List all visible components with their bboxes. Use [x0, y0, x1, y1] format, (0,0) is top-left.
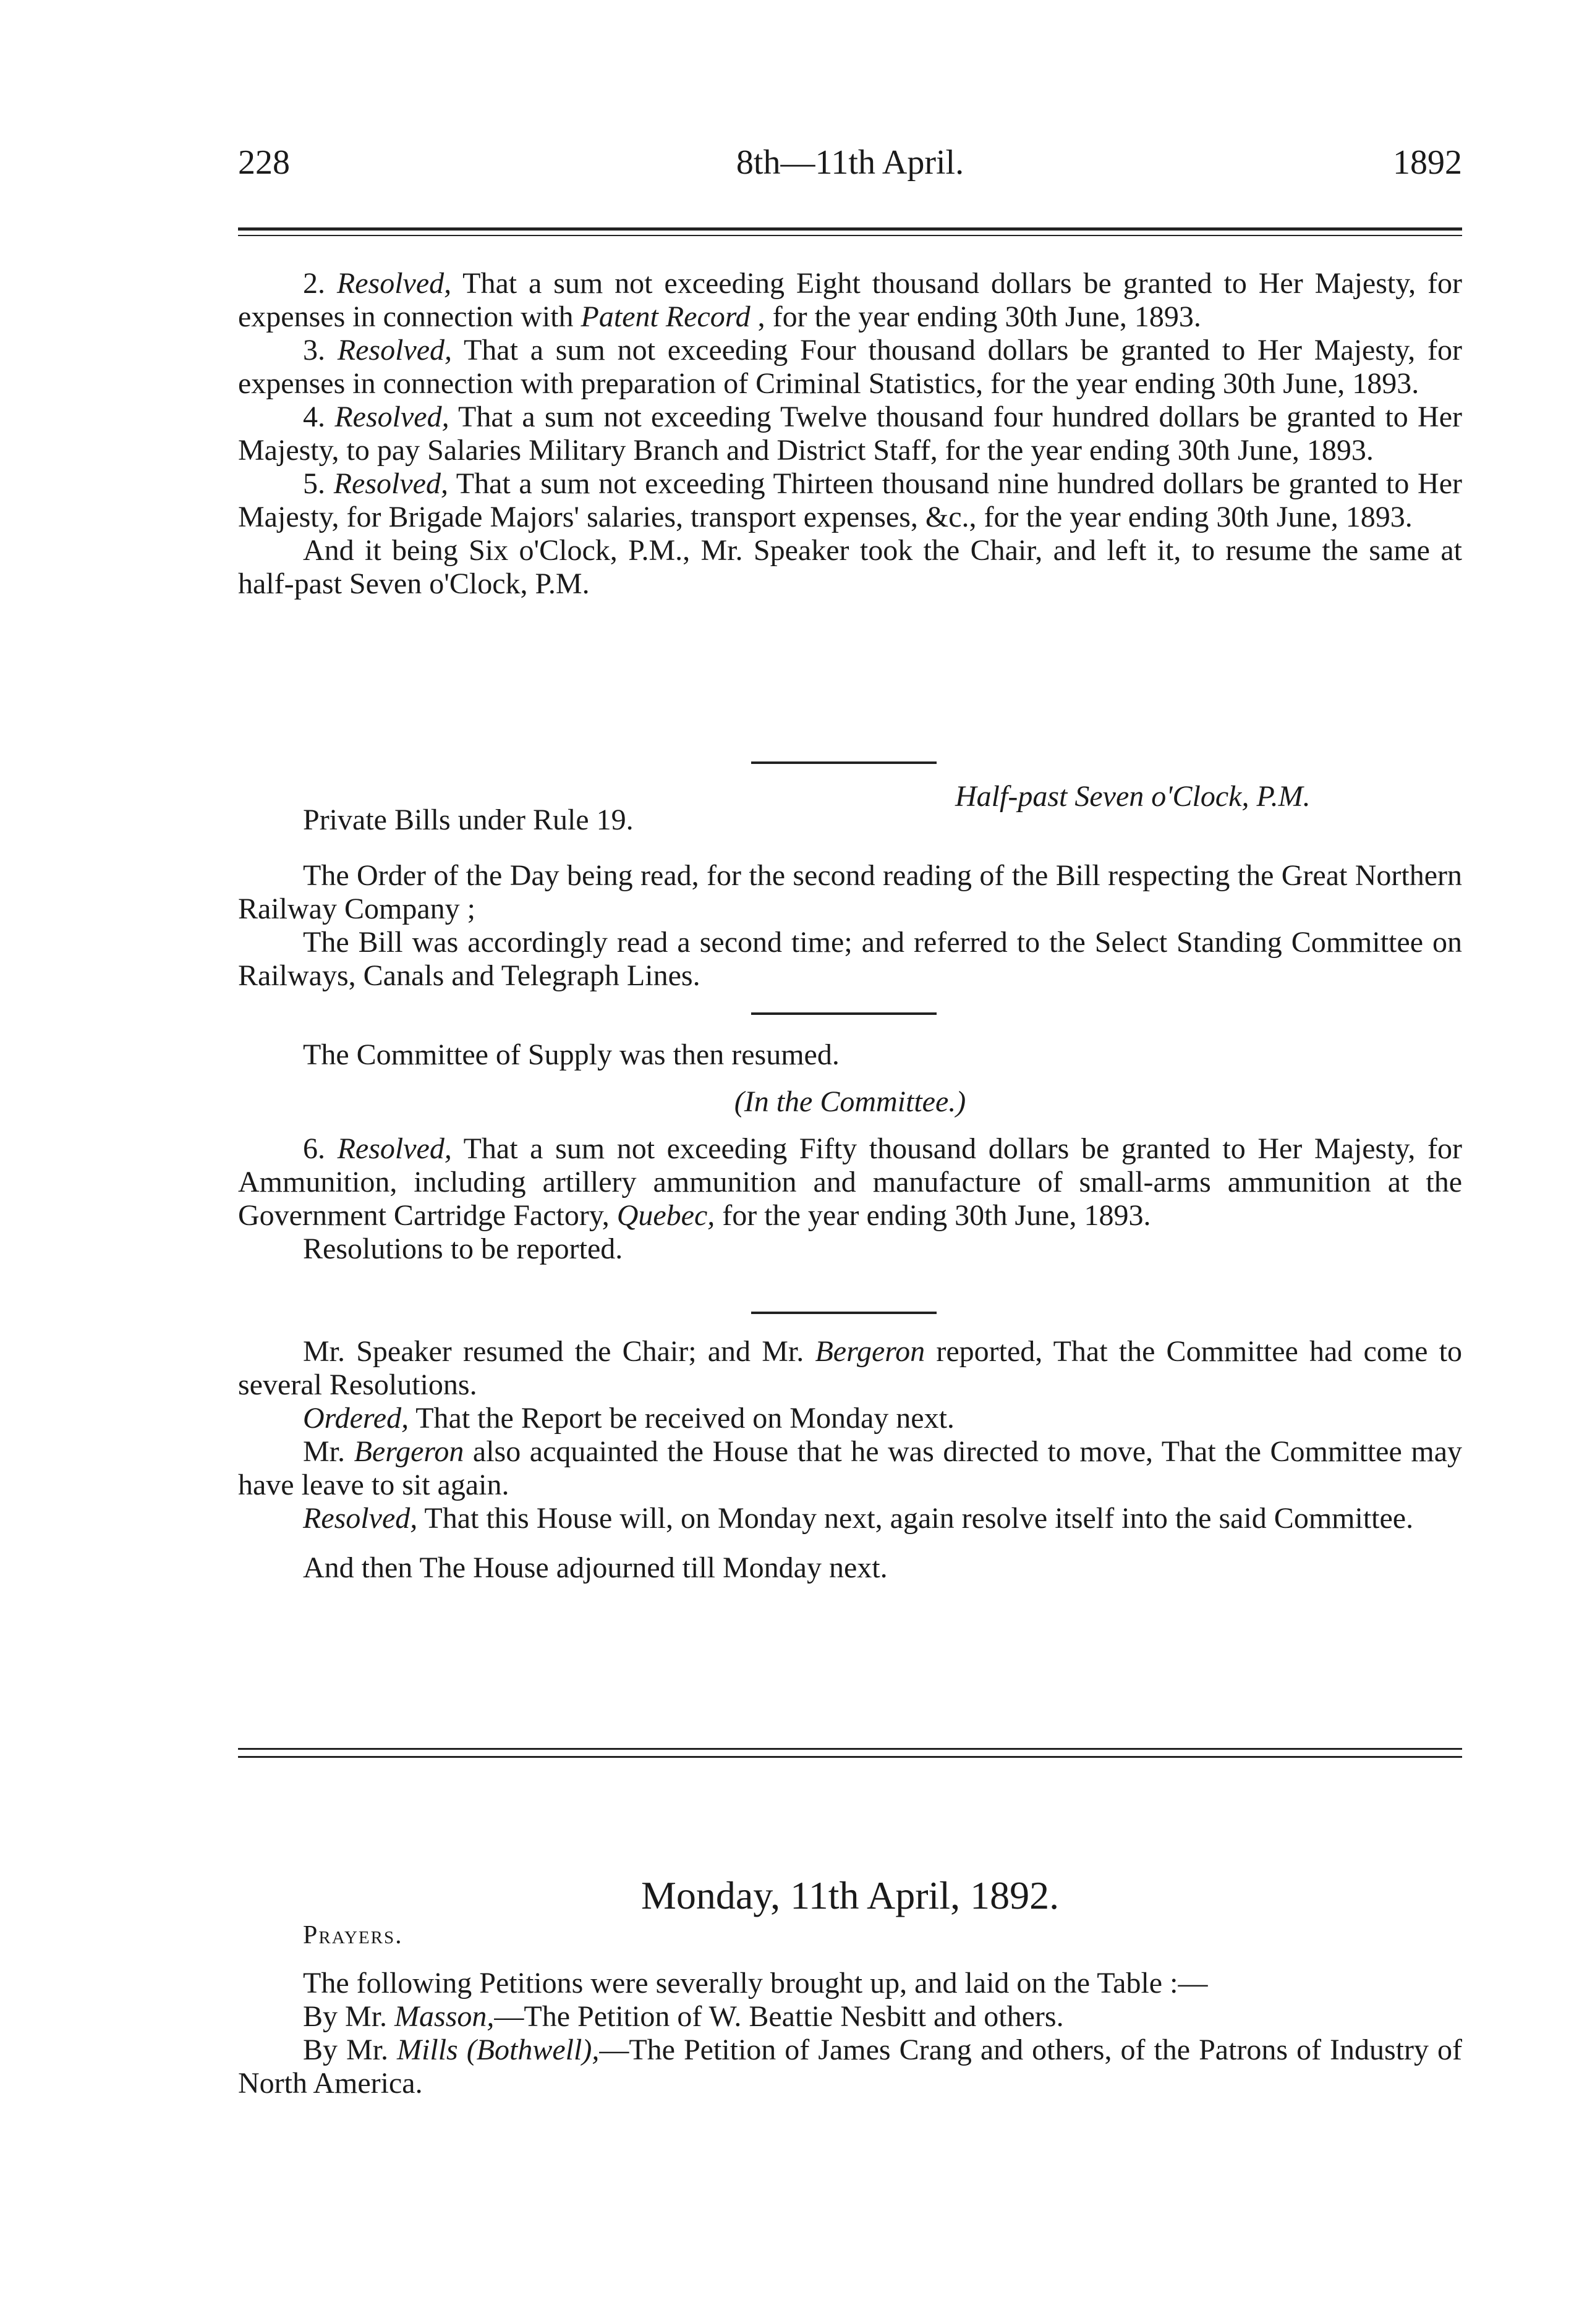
private-bills-block — [238, 804, 1462, 837]
resolution-3: 3. Resolved, That a sum not exceeding Four thousand dollars be granted to Her Majesty, for expenses in connection with preparation of Criminal Statistics, for the year ending 30th June, 1893. — [238, 334, 1463, 400]
resolved-house: Resolved, That this House will, on Monday next, again resolve itself into the said Committee. — [303, 1502, 1414, 1535]
private-bills-heading: Private Bills under Rule 19. — [303, 804, 634, 836]
bill-read: The Bill was accordingly read a second time; and referred to the Select Standing Committee on Railways, Canals and Telegraph Lines. — [238, 926, 1462, 992]
resolutions-to-be-reported: Resolutions to be reported. — [303, 1232, 623, 1265]
page-number: 228 — [238, 143, 290, 182]
prayers: Prayers. — [303, 1921, 403, 1949]
section-rule-2 — [751, 1012, 937, 1015]
acquainted: Mr. Bergeron also acquainted the House that he was directed to move, That the Committee may have leave to sit again. — [238, 1435, 1463, 1501]
bill-block — [238, 859, 1462, 993]
petition-masson: By Mr. Masson,—The Petition of W. Beattie Nesbitt and others. — [303, 2000, 1064, 2033]
supply-block — [238, 1038, 1462, 1266]
petition-mills: By Mr. Mills (Bothwell),—The Petition of James Crang and others, of the Patrons of Industry of North America. — [238, 2034, 1463, 2100]
page-header — [238, 141, 1462, 184]
ordered: Ordered, That the Report be received on Monday next. — [303, 1402, 955, 1435]
resolution-2: 2. Resolved, That a sum not exceeding Eight thousand dollars be granted to Her Majesty, for expenses in connection with Patent Record , for the year ending 30th June, 1893. — [238, 267, 1463, 333]
supply-resumed: The Committee of Supply was then resumed. — [303, 1038, 840, 1071]
in-committee: (In the Committee.) — [734, 1085, 966, 1118]
section-rule-1 — [751, 761, 937, 764]
header-rule — [238, 227, 1462, 236]
resolution-6: 6. Resolved, That a sum not exceeding Fifty thousand dollars be granted to Her Majesty, for Ammunition, including artillery ammunition and manufacture of small-arms ammunition at the Government Cartridge Factory, Quebec, for the year ending 30th June, 1893. — [238, 1132, 1462, 1232]
monday-heading: Monday, 11th April, 1892. — [640, 1873, 1060, 1917]
adjourned: And then The House adjourned till Monday next. — [303, 1551, 888, 1584]
monday-block — [238, 1873, 1463, 2100]
resolution-5: 5. Resolved, That a sum not exceeding Thirteen thousand nine hundred dollars be granted to Her Majesty, for Brigade Majors' salaries, transport expenses, &c., for the year ending 30th June, 1893. — [238, 467, 1462, 533]
half-past-seven: Half-past Seven o'Clock, P.M. — [955, 780, 1311, 813]
speaker-resumed: Mr. Speaker resumed the Chair; and Mr. Bergeron reported, That the Committee had come to several Resolutions. — [238, 1335, 1462, 1401]
header-year: 1892 — [1393, 143, 1462, 182]
section-rule-3 — [751, 1312, 937, 1314]
petitions-intro: The following Petitions were severally brought up, and laid on the Table :— — [303, 1967, 1208, 2000]
order-of-day: The Order of the Day being read, for the second reading of the Bill respecting the Great Northern Railway Company ; — [238, 859, 1462, 925]
date-range: 8th—11th April. — [736, 143, 964, 182]
day-separator-rule — [238, 1748, 1462, 1758]
resolution-4: 4. Resolved, That a sum not exceeding Twelve thousand four hundred dollars be granted to Her Majesty, to pay Salaries Military Branch and District Staff, for the year ending 30th June, 1893. — [238, 401, 1463, 467]
report-block — [238, 1335, 1462, 1585]
six-oclock-paragraph: And it being Six o'Clock, P.M., Mr. Speaker took the Chair, and left it, to resume the same at half-past Seven o'Clock, P.M. — [238, 534, 1462, 600]
resolutions-block — [238, 267, 1462, 601]
